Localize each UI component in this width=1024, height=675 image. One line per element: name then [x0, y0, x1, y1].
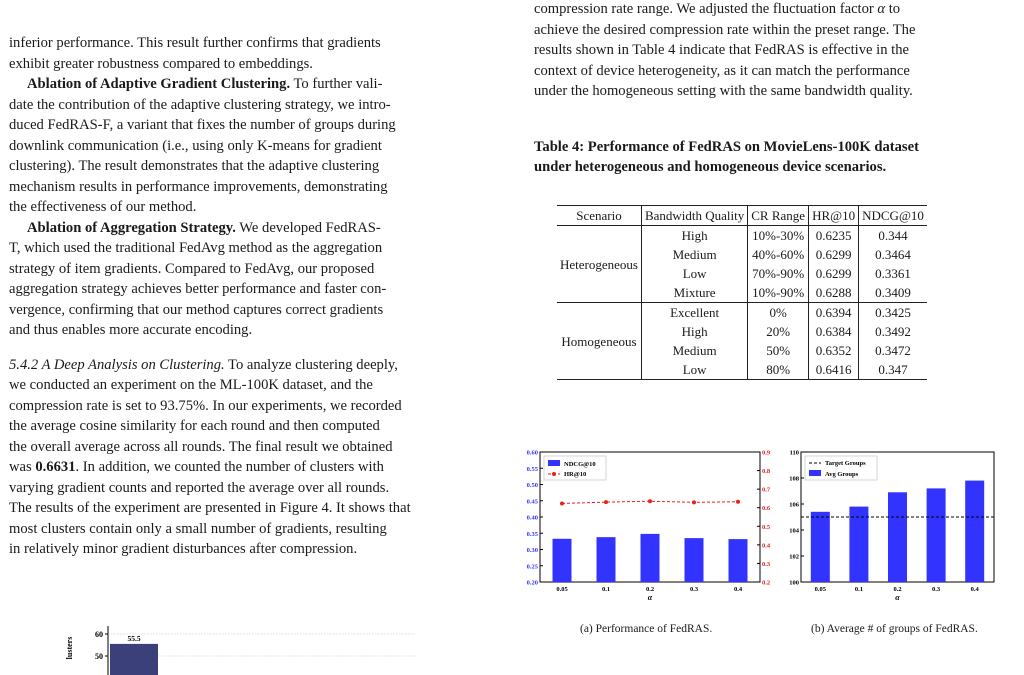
text-segment: Ablation of Aggregation Strategy. [27, 219, 236, 236]
text-line [9, 178, 388, 196]
bar-avg-groups [811, 512, 830, 582]
x-tick-label: 0.2 [645, 586, 655, 593]
legend-swatch-ndcg [548, 460, 560, 466]
table-header: HR@10 [809, 206, 859, 226]
point-hr [560, 501, 564, 505]
text-line [9, 397, 402, 415]
text-line [9, 239, 382, 257]
text-line [9, 116, 396, 134]
table-cell: Low [641, 264, 747, 283]
table-cell: 0.6384 [809, 322, 859, 341]
table-cell-scenario: Heterogeneous [560, 256, 638, 272]
x-tick-label: 0.05 [556, 586, 568, 593]
text-segment: . In addition, we counted the number of clusters with [75, 459, 384, 475]
y-tick-label: 0.50 [526, 482, 538, 489]
x-tick-label: 0.05 [814, 586, 826, 593]
text-line [534, 21, 915, 39]
y-axis-label: lusters [65, 636, 74, 660]
table-cell: 20% [748, 322, 809, 341]
text-segment: 0.6631 [35, 459, 76, 475]
text-line [9, 458, 384, 476]
table-cell: 70%-90% [748, 264, 809, 283]
table-cell: 0.3425 [859, 303, 927, 323]
bar-cluster-count [110, 644, 158, 675]
y-tick-label: 0.40 [526, 514, 538, 522]
y-tick-label: 106 [789, 501, 799, 509]
point-hr [648, 499, 652, 503]
table-cell: 80% [748, 360, 809, 380]
text-segment: α [877, 1, 886, 17]
x-tick-label: 0.4 [733, 586, 743, 593]
text-line [27, 75, 382, 93]
x-tick-label: 0.3 [689, 586, 699, 593]
bar-data-label: 55.5 [127, 633, 141, 643]
table-cell: 40%-60% [748, 245, 809, 264]
text-segment: vergence, confirming that our method captures correct gradients [9, 301, 384, 318]
text-line [9, 321, 252, 339]
text-segment: To further vali- [290, 76, 383, 92]
y2-tick-label: 0.9 [762, 449, 771, 457]
legend-label-ndcg: NDCG@10 [564, 461, 596, 468]
text-line [534, 62, 910, 80]
table-cell: 0.3409 [859, 283, 927, 303]
y-tick-label: 110 [789, 449, 799, 457]
table-cell: 0.6416 [809, 360, 859, 380]
text-line [9, 376, 373, 394]
text-segment: under the homogeneous setting with the same bandwidth quality. [534, 83, 913, 99]
table-cell: 0.6352 [809, 341, 859, 360]
y2-tick-label: 0.7 [762, 486, 771, 494]
legend-swatch-avg [809, 470, 821, 476]
table-cell: 0.6235 [809, 226, 859, 246]
chart-performance-alpha [524, 442, 780, 614]
text-segment: downlink communication (i.e., using only K-means for gradient [9, 137, 382, 154]
text-line [9, 499, 411, 517]
table-cell: 50% [748, 341, 809, 360]
table-4-caption: Table 4: Performance of FedRAS on MovieLens-100K dataset under heterogeneous and homogeneous device scenarios. [534, 139, 919, 175]
y-tick-label: 100 [789, 579, 799, 587]
table-cell: Excellent [641, 303, 747, 323]
text-segment: To analyze clustering deeply, [224, 356, 398, 373]
chart-a-subcaption: (a) Performance of FedRAS. [580, 623, 713, 635]
text-line [9, 260, 374, 278]
legend-marker-hr [552, 472, 556, 476]
table-cell: 0% [748, 303, 809, 323]
table-header: CR Range [748, 206, 809, 226]
text-segment: strategy of item gradients. Compared to FedAvg, our proposed [9, 260, 375, 277]
y-tick-label: 108 [789, 475, 799, 483]
bar-avg-groups [849, 507, 868, 582]
x-tick-label: 0.1 [854, 586, 863, 593]
table-4 [557, 205, 927, 380]
y-tick-label: 0.45 [526, 498, 538, 506]
table-cell: Low [641, 360, 747, 380]
table-cell: 0.3464 [859, 245, 927, 264]
text-segment: the overall average across all rounds. The final result we obtained [9, 438, 393, 455]
text-line [9, 417, 380, 435]
table-cell: 0.3361 [859, 264, 927, 283]
text-line [9, 520, 387, 538]
table-header: NDCG@10 [859, 206, 927, 226]
text-segment: date the contribution of the adaptive clustering strategy, we intro- [9, 96, 391, 113]
text-line [27, 219, 381, 237]
table-cell: 10%-30% [748, 226, 809, 246]
text-segment: Ablation of Adaptive Gradient Clustering. [27, 76, 291, 92]
text-segment: we conducted an experiment on the ML-100K dataset, and the [9, 377, 373, 393]
text-line [9, 540, 357, 558]
text-line [9, 479, 389, 497]
x-axis-label: α [895, 593, 900, 602]
chart-groups-alpha [780, 442, 1020, 614]
x-axis-label: α [647, 593, 653, 602]
table-cell: 0.6299 [809, 245, 859, 264]
x-tick-label: 0.3 [932, 586, 941, 593]
table-cell: High [641, 226, 747, 246]
bar-ndcg [597, 537, 616, 582]
text-segment: 5.4.2 A Deep Analysis on Clustering. [9, 356, 225, 373]
text-line [9, 157, 379, 175]
table-header: Scenario [557, 206, 641, 226]
table-cell: 0.3492 [859, 322, 927, 341]
text-segment: duced FedRAS-F, a variant that fixes the number of groups during [9, 117, 396, 133]
text-line [9, 96, 391, 114]
point-hr [604, 500, 608, 504]
table-cell: High [641, 322, 747, 341]
x-tick-label: 0.4 [970, 586, 979, 593]
y2-tick-label: 0.5 [762, 523, 771, 531]
y-tick-label: 0.35 [526, 530, 538, 538]
bar-avg-groups [888, 492, 907, 582]
table-cell: 0.3472 [859, 341, 927, 360]
text-segment: in relatively minor gradient disturbances after compression. [9, 541, 358, 557]
y-tick-label: 104 [789, 527, 799, 535]
y-tick-label: 60 [95, 630, 103, 639]
y-tick-label: 0.20 [526, 579, 538, 587]
text-segment: to [885, 1, 901, 17]
table-cell: 0.344 [859, 226, 927, 246]
y-tick-label: 0.25 [526, 563, 538, 571]
table-cell-scenario: Homogeneous [557, 303, 641, 380]
bar-ndcg [641, 534, 660, 582]
y-tick-label: 0.30 [526, 547, 538, 554]
text-segment: aggregation strategy achieves better performance and faster con- [9, 281, 387, 297]
text-segment: We developed FedRAS- [235, 219, 381, 236]
table-cell: Medium [641, 245, 747, 264]
text-line [9, 280, 386, 298]
legend-label-avg: Avg Groups [825, 471, 859, 478]
text-segment: T, which used the traditional FedAvg method as the aggregation [9, 240, 383, 256]
table-cell: 0.6288 [809, 283, 859, 303]
text-line [9, 34, 381, 52]
text-line [534, 0, 900, 18]
y2-tick-label: 0.8 [762, 468, 771, 476]
text-line [9, 356, 398, 374]
y-tick-label: 50 [95, 652, 103, 661]
table-cell: Medium [641, 341, 747, 360]
table-row [557, 303, 927, 323]
table-header: Bandwidth Quality [641, 206, 747, 226]
chart-clusters-partial [60, 612, 420, 675]
bar-avg-groups [927, 488, 946, 582]
table-cell: 10%-90% [748, 283, 809, 303]
y2-tick-label: 0.6 [762, 505, 771, 513]
text-line [9, 198, 196, 216]
bar-ndcg [729, 539, 748, 582]
table-cell: 0.347 [859, 360, 927, 380]
table-cell: Mixture [641, 283, 747, 303]
y-tick-label: 0.60 [526, 449, 538, 457]
text-segment: mechanism results in performance improvements, demonstrating [9, 178, 388, 195]
text-segment: achieve the desired compression rate within the preset range. The [534, 21, 916, 38]
point-hr [736, 500, 740, 504]
text-line [534, 82, 913, 100]
y2-tick-label: 0.2 [762, 579, 771, 587]
bar-avg-groups [965, 481, 984, 582]
text-segment: most clusters contain only a small number of gradients, resulting [9, 520, 387, 537]
y-tick-label: 0.55 [526, 465, 538, 473]
text-segment: exhibit greater robustness compared to embeddings. [9, 55, 313, 72]
x-tick-label: 0.1 [601, 586, 611, 593]
table-cell: 0.6394 [809, 303, 859, 323]
legend-label-hr: HR@10 [564, 471, 587, 478]
text-segment: was [9, 459, 36, 475]
x-tick-label: 0.2 [893, 586, 902, 593]
text-line [9, 438, 393, 456]
legend-label-target: Target Groups [825, 460, 866, 467]
text-segment: The results of the experiment are presented in Figure 4. It shows that [9, 500, 411, 516]
table-row [557, 226, 927, 246]
bar-ndcg [685, 538, 704, 582]
text-line [9, 55, 313, 73]
text-segment: the effectiveness of our method. [9, 199, 197, 215]
text-segment: and thus enables more accurate encoding. [9, 322, 253, 338]
y2-tick-label: 0.3 [762, 560, 771, 568]
text-segment: varying gradient counts and reported the average over all rounds. [9, 479, 390, 496]
bar-ndcg [553, 539, 572, 582]
text-segment: context of device heterogeneity, as it can match the performance [534, 62, 910, 79]
table-cell: 0.6299 [809, 264, 859, 283]
text-segment: the average cosine similarity for each round and then computed [9, 418, 380, 434]
text-line [9, 301, 383, 319]
text-segment: results shown in Table 4 indicate that FedRAS is effective in the [534, 42, 909, 58]
text-line [9, 137, 382, 155]
text-segment: compression rate range. We adjusted the fluctuation factor [534, 1, 878, 17]
text-line [534, 41, 909, 59]
text-segment: clustering). The result demonstrates that the adaptive clustering [9, 158, 380, 174]
text-segment: inferior performance. This result further confirms that gradients [9, 35, 381, 51]
y2-tick-label: 0.4 [762, 542, 771, 550]
y-tick-label: 102 [789, 553, 799, 561]
chart-b-subcaption: (b) Average # of groups of FedRAS. [811, 623, 978, 635]
point-hr [692, 500, 696, 504]
text-segment: compression rate is set to 93.75%. In our experiments, we recorded [9, 397, 402, 414]
